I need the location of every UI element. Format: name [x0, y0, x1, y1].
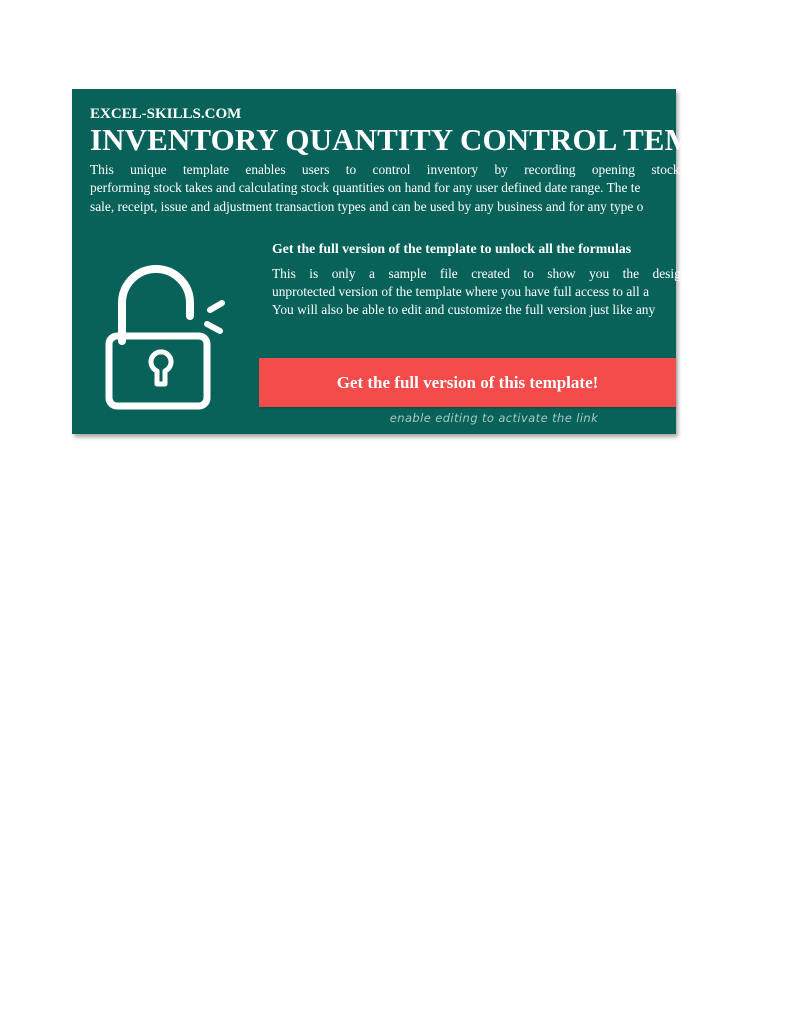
- enable-editing-note: enable editing to activate the link: [389, 411, 599, 425]
- unlocked-padlock-icon: [100, 261, 230, 411]
- unlock-line: unprotected version of the template where you have full access to all a: [272, 284, 650, 300]
- description-line: performing stock takes and calculating stock quantities on hand for any user defined date range. The te: [90, 180, 641, 196]
- template-description: [90, 161, 790, 216]
- description-line: sale, receipt, issue and adjustment transaction types and can be used by any business and for any type o: [90, 198, 644, 214]
- unlock-heading: Get the full version of the template to unlock all the formulas: [272, 241, 632, 256]
- description-line: This unique template enables users to control inventory by recording opening stock quantities, capt: [90, 162, 790, 177]
- template-banner: [72, 89, 790, 434]
- site-name: EXCEL-SKILLS.COM: [90, 106, 242, 122]
- get-full-version-button[interactable]: Get the full version of this template!: [259, 358, 676, 407]
- unlock-line: This is only a sample file created to show you the design of the: [272, 266, 742, 281]
- page-title: INVENTORY QUANTITY CONTROL TEM: [90, 122, 694, 157]
- unlock-line: You will also be able to edit and customize the full version just like any: [272, 302, 656, 318]
- unlock-description: [272, 265, 742, 320]
